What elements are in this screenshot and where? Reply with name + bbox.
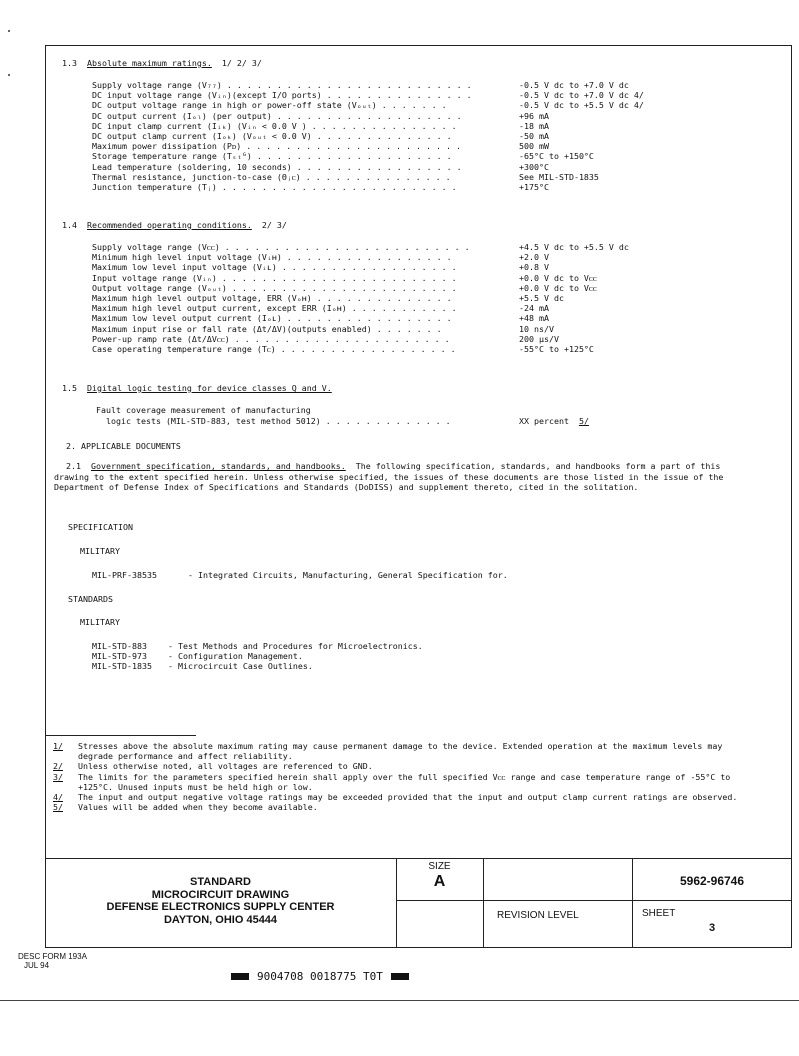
section-title: Recommended operating conditions.: [87, 220, 252, 230]
rating-label: Power-up ramp rate (Δt/ΔVᴄᴄ) . . . . . . . . . . . . . . . . . . . . . .: [92, 333, 450, 344]
section-number: 1.5: [62, 383, 77, 393]
paragraph-2-1: [54, 461, 744, 493]
sheet-number: 3: [708, 922, 716, 934]
rating-value: -0.5 V dc to +7.0 V dc 4/: [519, 90, 644, 101]
rating-label: DC input clamp current (Iᵢₖ) (Vᵢₙ < 0.0 V ) . . . . . . . . . . . . . . .: [92, 120, 457, 131]
section-1-5-heading: [62, 383, 332, 393]
rating-label: Thermal resistance, junction-to-case (Θⱼᴄ) . . . . . . . . . . . . . . .: [92, 171, 451, 182]
military-heading: MILITARY: [80, 546, 120, 556]
footnote: [53, 802, 743, 812]
rating-label: Junction temperature (Tⱼ) . . . . . . . . . . . . . . . . . . . . . . . .: [92, 182, 457, 192]
footnote-mark: 3/: [53, 771, 63, 782]
margin-speck: [8, 74, 10, 76]
form-date: JUL 94: [24, 961, 50, 970]
section-1-3-heading: [62, 58, 262, 68]
footnote: [53, 792, 743, 802]
rating-label: Maximum high level output current, except ERR (Iₒʜ) . . . . . . . . . . .: [92, 303, 457, 314]
rating-value: -0.5 V dc to +5.5 V dc 4/: [519, 100, 644, 111]
title-block-divider: [483, 858, 484, 948]
doc-id: MIL-STD-973: [92, 651, 147, 661]
footnote: [53, 761, 743, 771]
footnote: [53, 741, 743, 761]
rating-label: Maximum low level input voltage (Vᵢʟ) . . . . . . . . . . . . . . . . . .: [92, 262, 457, 273]
rating-value: +0.0 V dc to Vᴄᴄ: [519, 272, 597, 283]
section-number: 1.4: [62, 220, 77, 230]
city-label: DAYTON, OHIO 45444: [163, 913, 278, 926]
barcode-line: [231, 970, 409, 983]
rating-label: Case operating temperature range (Tᴄ) . . . . . . . . . . . . . . . . . .: [92, 344, 456, 354]
section-title: Absolute maximum ratings.: [87, 58, 212, 68]
doc-id: MIL-PRF-38535: [92, 570, 157, 580]
page-bottom-rule: [0, 1000, 799, 1001]
title-block-divider: [632, 858, 633, 948]
rating-value: -55°C to +125°C: [519, 344, 594, 354]
standard-label: STANDARD: [190, 876, 251, 888]
paragraph-title: Government specification, standards, and handbooks.: [91, 461, 346, 471]
section-1-4-heading: [62, 220, 287, 230]
barcode-block-left: [231, 973, 249, 980]
fault-coverage-line1: Fault coverage measurement of manufacturing: [96, 405, 311, 415]
footnotes: [53, 741, 743, 812]
rating-value: +5.5 V dc: [519, 293, 564, 303]
rating-value: +2.0 V: [519, 252, 549, 263]
section-notes: 1/ 2/ 3/: [221, 58, 262, 68]
spec-item: [92, 570, 508, 580]
rating-value: -65°C to +150°C: [519, 151, 594, 162]
drawing-authority: [45, 876, 396, 926]
title-block-top-rule: [45, 858, 792, 859]
rating-value: 10 ns/V: [519, 323, 554, 334]
rating-label: Maximum power dissipation (Pᴅ) . . . . . . . . . . . . . . . . . . . . . .: [92, 141, 461, 152]
footnote-text: Unless otherwise noted, all voltages are referenced to GND.: [78, 761, 373, 772]
paragraph-number: 2.1: [66, 461, 81, 471]
barcode-block-right: [391, 973, 409, 980]
specification-heading: SPECIFICATION: [68, 522, 133, 532]
footnote-mark: 4/: [53, 792, 63, 803]
footnote-text: The limits for the parameters specified herein shall apply over the full specified Vᴄᴄ range and case temperature range of -55°C to +125°C. Unused inputs must be held high or low.: [78, 771, 731, 792]
rating-value: -0.5 V dc to +7.0 V dc: [519, 80, 629, 90]
size-value: A: [433, 873, 446, 890]
form-id: [18, 952, 87, 970]
rating-label: Lead temperature (soldering, 10 seconds) . . . . . . . . . . . . . . . . .: [92, 161, 462, 172]
rating-label: Maximum high level output voltage, ERR (Vₒʜ) . . . . . . . . . . . . . .: [92, 293, 452, 303]
rating-value: 500 mW: [519, 141, 549, 152]
standards-heading: STANDARDS: [68, 594, 113, 604]
form-number: DESC FORM 193A: [18, 952, 87, 961]
doc-id: MIL-STD-883: [92, 641, 147, 651]
doc-desc: - Integrated Circuits, Manufacturing, General Specification for.: [188, 570, 508, 580]
margin-speck: [8, 30, 10, 32]
rating-value: 200 µs/V: [519, 333, 559, 344]
rating-label: Maximum low level output current (Iₒʟ) . . . . . . . . . . . . . . . . .: [92, 313, 452, 324]
footnote-mark: 1/: [53, 741, 63, 751]
military-heading: MILITARY: [80, 617, 120, 627]
rating-label: Maximum input rise or fall rate (Δt/ΔV)(outputs enabled) . . . . . . .: [92, 323, 442, 334]
desc-label: DEFENSE ELECTRONICS SUPPLY CENTER: [106, 901, 335, 913]
rating-label: DC output current (Iₒₗ) (per output) . . . . . . . . . . . . . . . . . . .: [92, 110, 462, 121]
doc-desc: - Microcircuit Case Outlines.: [168, 661, 313, 671]
sheet-label: SHEET: [642, 908, 676, 919]
footnote: [53, 772, 743, 792]
rating-label: DC output clamp current (Iₒₖ) (Vₒᵤₜ < 0.0 V) . . . . . . . . . . . . . .: [92, 131, 452, 141]
footnote-text: Values will be added when they become available.: [78, 802, 318, 813]
fault-coverage-note: 5/: [578, 416, 589, 426]
revision-level-label: REVISION LEVEL: [497, 910, 579, 921]
std-item: [92, 651, 303, 661]
rating-value: +96 mA: [519, 110, 549, 121]
doc-id: MIL-STD-1835: [92, 661, 152, 671]
footnote-mark: 2/: [53, 761, 63, 772]
rating-label: Storage temperature range (Tₛₜᴳ) . . . . . . . . . . . . . . . . . . . .: [92, 151, 452, 162]
rating-label: Output voltage range (Vₒᵤₜ) . . . . . . . . . . . . . . . . . . . . . . .: [92, 282, 457, 293]
rating-label: Supply voltage range (Vᴄᴄ) . . . . . . . . . . . . . . . . . . . . . . . . .: [92, 242, 470, 252]
rating-value: +48 mA: [519, 313, 549, 324]
doc-desc: - Test Methods and Procedures for Microelectronics.: [168, 641, 423, 651]
section-title: Digital logic testing for device classes Q and V.: [87, 383, 332, 393]
paragraph-text: The following specification, standards, and handbooks form a part of this drawing to the extent specified herein. Unless otherwise specified, the issues of these documents are those listed in the issue of the Department of Defense Index of Specifications and Standards (DoDISS) and supplement thereto, cited in the solitation.: [54, 461, 724, 493]
fault-coverage-value: [519, 416, 589, 426]
std-item: [92, 661, 313, 671]
mcd-label: MICROCIRCUIT DRAWING: [151, 888, 290, 901]
footnote-text: The input and output negative voltage ratings may be exceeded provided that the input and output clamp current ratings are observed.: [78, 792, 738, 803]
title-block-mid-rule: [396, 900, 792, 901]
rating-label: Supply voltage range (V₇₇) . . . . . . . . . . . . . . . . . . . . . . . . .: [92, 80, 472, 90]
size-label: SIZE: [428, 861, 451, 872]
section-notes: 2/ 3/: [261, 220, 287, 230]
footnote-text: Stresses above the absolute maximum rating may cause permanent damage to the device. Extended operation at the maximum levels may degrade performance and affect reliability.: [78, 741, 723, 762]
footnote-mark: 5/: [53, 802, 63, 813]
rating-value: See MIL-STD-1835: [519, 171, 599, 182]
rating-value: +300°C: [519, 161, 549, 172]
rating-value: +0.8 V: [519, 262, 549, 273]
fault-coverage-percent: XX percent: [519, 416, 569, 426]
rating-value: -50 mA: [519, 131, 549, 141]
rating-label: DC input voltage range (Vᵢₙ)(except I/O ports) . . . . . . . . . . . . . . .: [92, 90, 472, 101]
rating-value: +175°C: [519, 182, 549, 192]
rating-label: Minimum high level input voltage (Vᵢʜ) . . . . . . . . . . . . . . . . .: [92, 252, 452, 263]
rating-value: -18 mA: [519, 120, 549, 131]
drawing-number: 5962-96746: [679, 874, 745, 888]
footnote-rule: [46, 735, 196, 736]
doc-desc: - Configuration Management.: [168, 651, 303, 661]
section-number: 1.3: [62, 58, 77, 68]
rating-label: DC output voltage range in high or power-off state (Vₒᵤₜ) . . . . . . .: [92, 100, 447, 111]
barcode-text: 9004708 0018775 T0T: [257, 970, 383, 983]
fault-coverage-line2: logic tests (MIL-STD-883, test method 5012) . . . . . . . . . . . . .: [106, 416, 451, 426]
applicable-documents-heading: 2. APPLICABLE DOCUMENTS: [66, 441, 181, 451]
rating-value: +4.5 V dc to +5.5 V dc: [519, 242, 629, 252]
rating-label: Input voltage range (Vᵢₙ) . . . . . . . . . . . . . . . . . . . . . . . .: [92, 272, 457, 283]
rating-value: +0.0 V dc to Vᴄᴄ: [519, 282, 597, 293]
std-item: [92, 641, 423, 651]
rating-value: -24 mA: [519, 303, 549, 314]
title-block: [45, 858, 792, 948]
